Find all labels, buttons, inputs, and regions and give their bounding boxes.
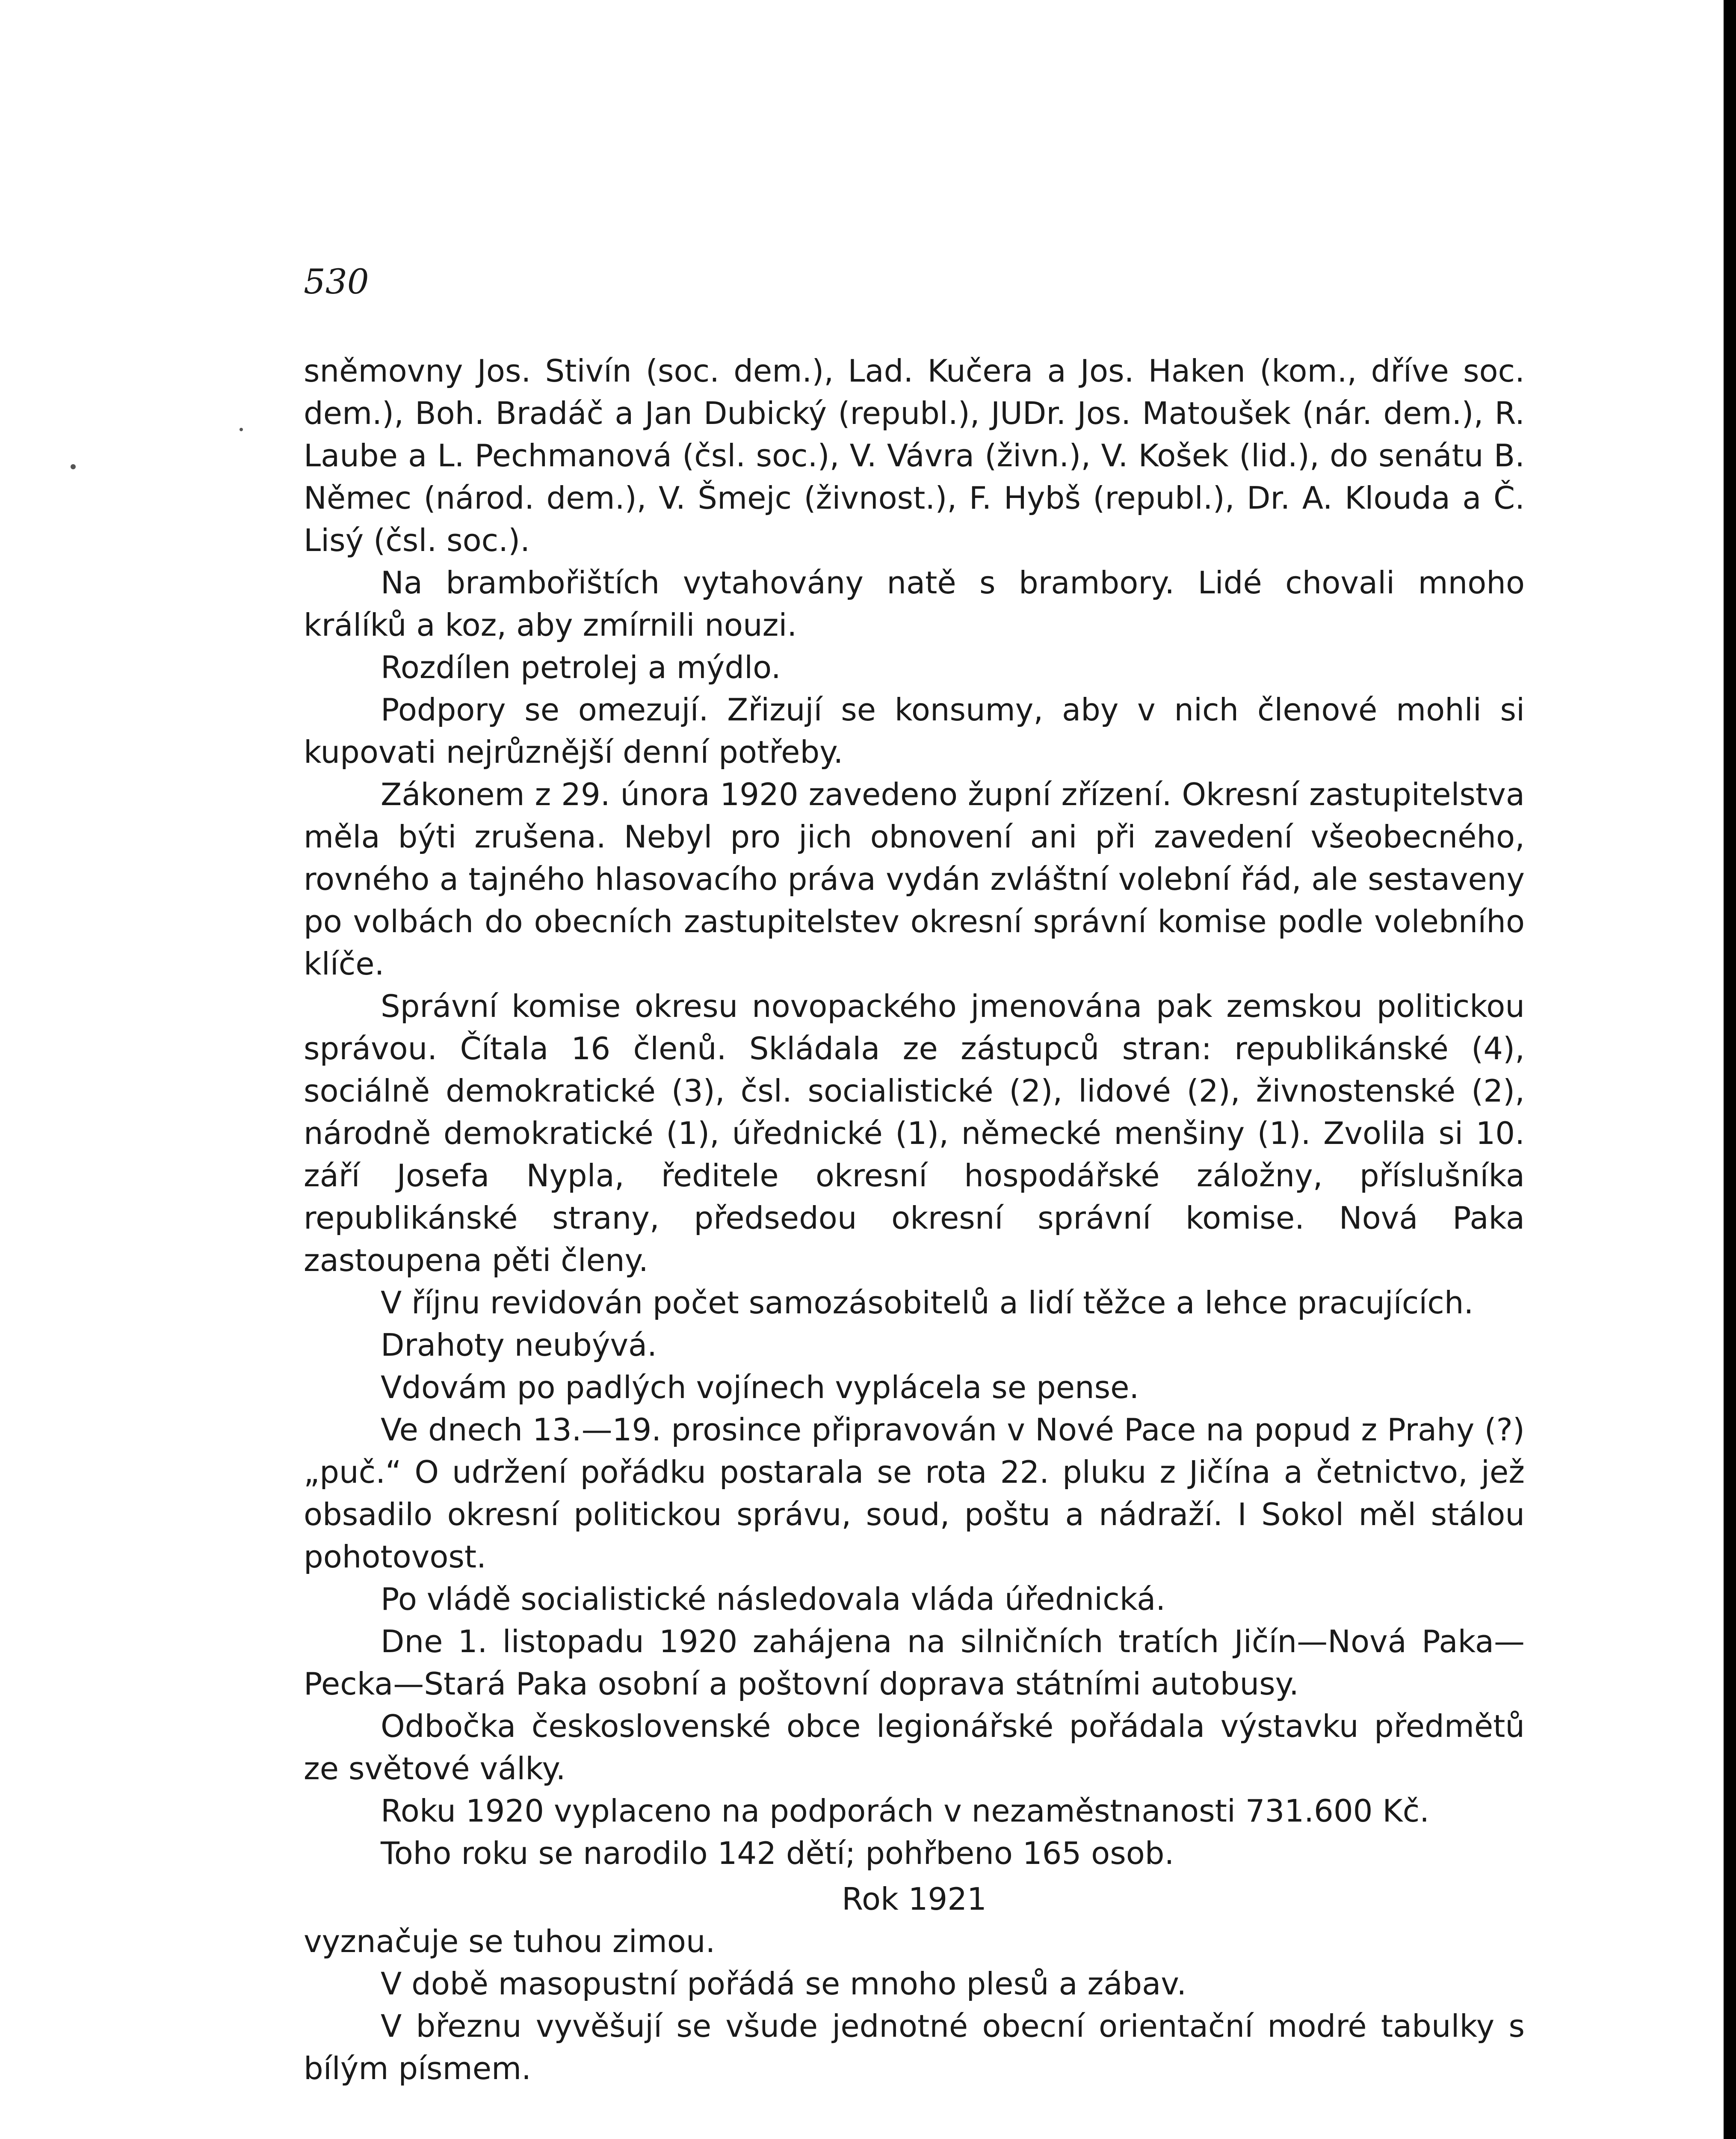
paragraph: Po vládě socialistické následovala vláda úřednická. <box>381 1581 1166 1617</box>
paragraph: Vdovám po padlých vojínech vyplácela se pense. <box>381 1369 1139 1405</box>
paragraph: Roku 1920 vyplaceno na podporách v nezaměstnanosti 731.600 Kč. <box>381 1793 1430 1829</box>
paragraph: V březnu vyvěšují se všude jednotné obecní orientační modré tabulky s bílým písmem. <box>304 2008 1525 2086</box>
paragraph: V říjnu revidován počet samozásobitelů a lidí těžce a lehce pracujících. <box>381 1285 1474 1321</box>
paragraph: Dne 1. listopadu 1920 zahájena na silničních tratích Jičín—Nová Paka—Pecka—Stará Paka osobní a poštovní doprava státními autobusy. <box>304 1624 1525 1702</box>
paragraph: Odbočka československé obce legionářské pořádala výstavku předmětů ze světové války. <box>304 1708 1525 1786</box>
paragraph: Správní komise okresu novopackého jmenována pak zemskou politickou správou. Čítala 16 členů. Skládala ze zástupců stran: republikánské (4), sociálně demokratické (3), čsl. socialistické (2), lidové (2), živnostenské (2), národně demokratické (1), úřednické (1), německé menšiny (1). Zvolila si 10. září Josefa Nypla, ředitele okresní hospodářské záložny, příslušníka republikánské strany, předsedou okresní správní komise. Nová Paka zastoupena pěti členy. <box>304 988 1525 1278</box>
scan-speck <box>71 464 76 469</box>
paragraph: Zákonem z 29. února 1920 zavedeno župní zřízení. Okresní zastupitelstva měla býti zrušena. Nebyl pro jich obnovení ani při zavedení všeobecného, rovného a tajného hlasovacího práva vydán zvláštní volební řád, ale sestaveny po volbách do obecních zastupitelstev okresní správní komise podle volebního klíče. <box>304 776 1525 982</box>
paragraph: Toho roku se narodilo 142 dětí; pohřbeno 165 osob. <box>381 1835 1174 1871</box>
paragraph: V době masopustní pořádá se mnoho plesů a zábav. <box>381 1966 1187 2002</box>
scan-speck <box>240 428 243 431</box>
paragraph: Drahoty neubývá. <box>381 1327 657 1363</box>
paragraph: vyznačuje se tuhou zimou. <box>304 1923 716 1959</box>
paragraph: sněmovny Jos. Stivín (soc. dem.), Lad. Kučera a Jos. Haken (kom., dříve soc. dem.), Boh. Bradáč a Jan Dubický (republ.), JUDr. Jos. Matoušek (nár. dem.), R. Laube a L. Pechmanová (čsl. soc.), V. Vávra (živn.), V. Košek (lid.), do senátu B. Němec (národ. dem.), V. Šmejc (živnost.), F. Hybš (republ.), Dr. A. Klouda a Č. Lisý (čsl. soc.). <box>304 353 1525 558</box>
paragraph: Rozdílen petrolej a mýdlo. <box>381 649 781 685</box>
section-heading: Rok 1921 <box>842 1881 987 1917</box>
body-text <box>304 350 1525 2090</box>
paragraph: Na brambořištích vytahovány natě s brambory. Lidé chovali mnoho králíků a koz, aby zmírnili nouzi. <box>304 565 1525 643</box>
paragraph: Podpory se omezují. Zřizují se konsumy, aby v nich členové mohli si kupovati nejrůznější denní potřeby. <box>304 692 1525 770</box>
paragraph: Ve dnech 13.—19. prosince připravován v Nové Pace na popud z Prahy (?) „puč.“ O udržení pořádku postarala se rota 22. pluku z Jičína a četnictvo, jež obsadilo okresní politickou správu, soud, poštu a nádraží. I Sokol měl stálou pohotovost. <box>304 1412 1525 1575</box>
page-number: 530 <box>304 262 369 302</box>
